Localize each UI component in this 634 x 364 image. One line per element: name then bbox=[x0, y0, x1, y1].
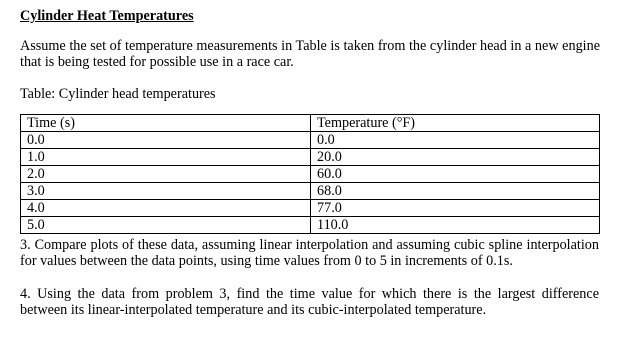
table-row bbox=[21, 166, 600, 183]
table-row bbox=[21, 132, 600, 149]
table-caption: Table: Cylinder head temperatures bbox=[20, 86, 216, 102]
temperature-cell: 110.0 bbox=[311, 217, 600, 234]
temperature-cell: 60.0 bbox=[311, 166, 600, 183]
table-row bbox=[21, 200, 600, 217]
temperature-cell: 20.0 bbox=[311, 149, 600, 166]
temperature-cell: 68.0 bbox=[311, 183, 600, 200]
time-cell: 4.0 bbox=[21, 200, 311, 217]
table-row bbox=[21, 217, 600, 234]
table-row bbox=[21, 183, 600, 200]
table-header-row bbox=[21, 115, 600, 132]
temperature-cell: 0.0 bbox=[311, 132, 600, 149]
temperature-cell: 77.0 bbox=[311, 200, 600, 217]
column-header-time: Time (s) bbox=[21, 115, 311, 132]
problem-4-paragraph: 4. Using the data from problem 3, find the time value for which there is the largest difference between its linear-interpolated temperature and its cubic-interpolated temperature. bbox=[20, 286, 599, 318]
temperature-table bbox=[20, 114, 600, 234]
table-row bbox=[21, 149, 600, 166]
time-cell: 3.0 bbox=[21, 183, 311, 200]
time-cell: 0.0 bbox=[21, 132, 311, 149]
document-title: Cylinder Heat Temperatures bbox=[20, 8, 194, 24]
time-cell: 1.0 bbox=[21, 149, 311, 166]
problem-3-paragraph: 3. Compare plots of these data, assuming linear interpolation and assuming cubic spline interpolation for values between the data points, using time values from 0 to 5 in increments of 0.1s. bbox=[20, 237, 599, 269]
time-cell: 5.0 bbox=[21, 217, 311, 234]
column-header-temperature: Temperature (°F) bbox=[311, 115, 600, 132]
intro-paragraph: Assume the set of temperature measurements in Table is taken from the cylinder head in a new engine that is being tested for possible use in a race car. bbox=[20, 38, 600, 70]
time-cell: 2.0 bbox=[21, 166, 311, 183]
